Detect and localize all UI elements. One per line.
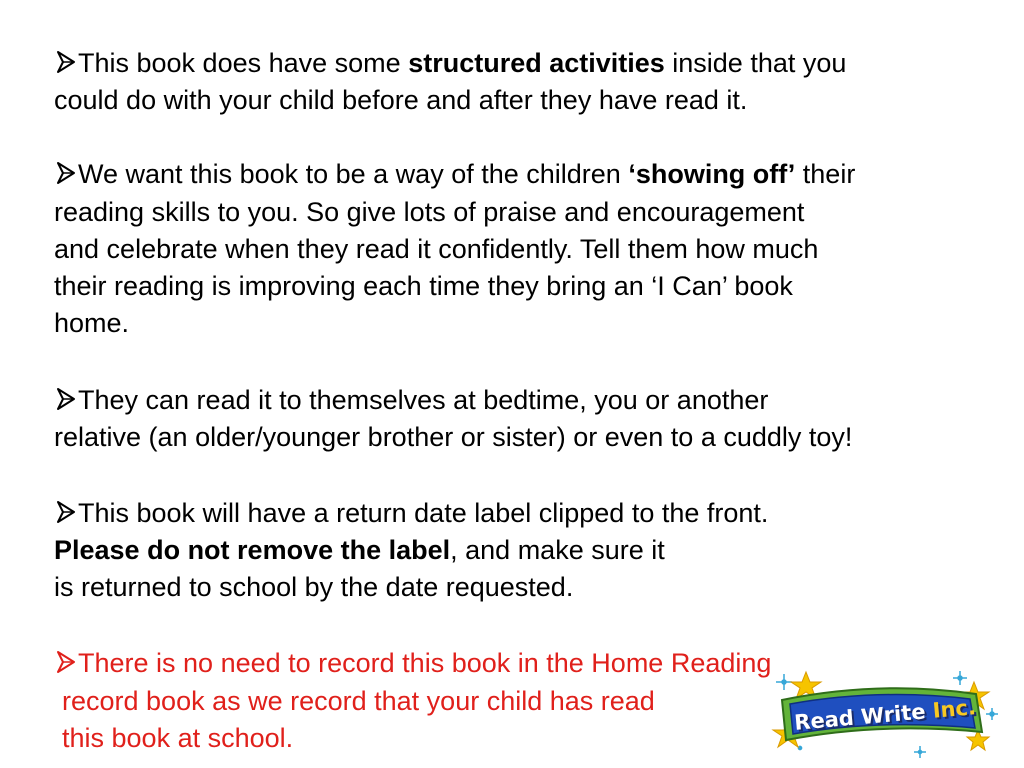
bullet-2-line-2: reading skills to you. So give lots of praise and encouragement xyxy=(54,197,805,227)
arrow-bullet-icon xyxy=(54,48,78,76)
logo-wordmark xyxy=(770,668,1000,758)
arrow-bullet-icon xyxy=(54,159,78,187)
arrow-bullet-icon xyxy=(54,498,78,526)
text-run: inside that you xyxy=(664,48,847,78)
bullet-4-line-1 xyxy=(54,495,768,532)
bullet-3-line-1 xyxy=(54,382,768,419)
text-run: This book will have a return date label clipped to the front. xyxy=(78,498,769,528)
arrow-bullet-icon xyxy=(54,385,78,413)
bullet-2-line-4: their reading is improving each time they bring an ‘I Can’ book xyxy=(54,271,793,301)
text-run: This book does have some xyxy=(78,48,409,78)
text-run: , and make sure it xyxy=(450,535,665,565)
bullet-1-line-2: could do with your child before and after they have read it. xyxy=(54,85,748,115)
text-run: They can read it to themselves at bedtime, you or another xyxy=(78,385,769,415)
text-run: their xyxy=(795,159,856,189)
text-run: We want this book to be a way of the children xyxy=(78,159,629,189)
bullet-5-line-1 xyxy=(54,645,771,682)
logo-word-inc: Inc. xyxy=(931,695,977,723)
text-run: There is no need to record this book in the Home Reading xyxy=(78,648,772,678)
emphasis-please-do-not-remove: Please do not remove the label xyxy=(54,535,451,565)
bullet-5-line-3: this book at school. xyxy=(62,723,294,753)
emphasis-showing-off: ‘showing off’ xyxy=(628,159,796,189)
arrow-bullet-icon xyxy=(54,648,78,676)
emphasis-structured-activities: structured activities xyxy=(408,48,665,78)
bullet-3-line-2: relative (an older/younger brother or sister) or even to a cuddly toy! xyxy=(54,422,853,452)
bullet-5-line-2: record book as we record that your child has read xyxy=(62,686,655,716)
read-write-inc-logo xyxy=(770,668,1000,758)
logo-word-read: Read xyxy=(793,705,855,735)
bullet-1-line-1 xyxy=(54,45,846,82)
bullet-2-line-1 xyxy=(54,156,855,193)
logo-word-write: Write xyxy=(859,699,927,730)
bullet-2-line-5: home. xyxy=(54,308,130,338)
bullet-4-line-2 xyxy=(54,532,665,569)
bullet-4-line-3: is returned to school by the date requested. xyxy=(54,572,574,602)
bullet-2-line-3: and celebrate when they read it confidently. Tell them how much xyxy=(54,234,819,264)
